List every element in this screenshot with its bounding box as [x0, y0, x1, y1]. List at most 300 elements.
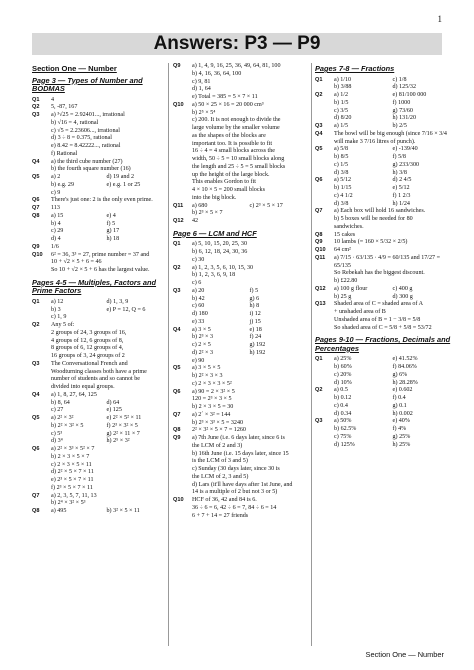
answer-text: h) 131/20	[392, 115, 417, 122]
question-number	[32, 431, 51, 439]
answer-text: a) 90 = 2 × 3² × 5	[192, 388, 235, 395]
answer-row	[32, 485, 162, 493]
answer-text: h) 2⁵ × 3²	[106, 438, 130, 445]
spacer	[32, 275, 162, 277]
question-number	[173, 71, 192, 79]
answer-text: c) 1/8	[392, 76, 407, 83]
question-number: Q7	[315, 208, 323, 215]
answer-text: d) Lars (it'll have days after 1st June, and	[192, 481, 293, 488]
answer-text: h) 25%	[392, 441, 411, 448]
spacer	[315, 332, 451, 334]
answer-row	[173, 474, 307, 482]
answer-pair	[334, 286, 451, 294]
section-heading: Page 6 — LCM and HCF	[173, 228, 257, 238]
answer-row	[173, 288, 307, 296]
answer-row	[173, 489, 307, 497]
answer-row	[173, 187, 307, 195]
answer-pair	[51, 438, 162, 446]
answer-row	[32, 197, 162, 205]
answer-text: a) 1/10	[334, 76, 352, 83]
answer-text: h) 8	[249, 303, 260, 310]
answer-text: + unshaded area of B	[334, 309, 386, 315]
question-number: Q2	[315, 387, 323, 394]
answer-text: b) 60%	[334, 364, 352, 370]
answer-text: d) 64	[106, 399, 120, 406]
answer-text: h) 28.28%	[392, 379, 418, 386]
question-number	[315, 317, 334, 325]
question-number	[315, 325, 334, 333]
question-number	[173, 342, 192, 350]
answer-pair	[334, 177, 451, 185]
answer-pair	[334, 185, 451, 193]
answer-text: c) 2³ × 5 × 17	[249, 202, 283, 209]
answer-text: b) 2² × 3 × 3	[192, 373, 223, 379]
answer-text: a) 5, 10, 15, 20, 25, 30	[192, 241, 248, 248]
answer-row	[173, 303, 307, 311]
answer-text: d) 3 ÷ 8 = 0.375, rational	[51, 135, 112, 142]
answer-row	[173, 164, 307, 172]
answer-pair	[192, 288, 307, 296]
question-number	[173, 381, 192, 389]
answer-row	[173, 249, 307, 257]
answer-text: So 10 + √2 × 5 + 6 has the largest value.	[51, 267, 150, 273]
answer-row	[315, 100, 451, 108]
answer-pair	[192, 412, 307, 420]
question-number: Q11	[173, 202, 184, 209]
answer-pair	[334, 100, 451, 108]
answer-row	[173, 373, 307, 381]
answer-text: c) 30	[192, 256, 205, 263]
answer-text: d) 2 4/5	[392, 177, 412, 184]
answer-pair	[334, 123, 451, 131]
answer-row	[315, 255, 451, 271]
answer-text: a) 20	[192, 287, 205, 294]
question-number	[173, 296, 192, 304]
question-number	[32, 423, 51, 431]
answer-text: a) 7th June (i.e. 6 days later, since 6 is	[192, 435, 285, 441]
question-number	[32, 376, 51, 384]
answer-text: Shaded area of C = shaded area of A	[334, 301, 424, 308]
answer-text: a) 50%	[334, 418, 352, 425]
answer-text: width, 50 ÷ 5 = 10 small blocks along	[192, 156, 285, 162]
answer-text: h) 192	[249, 349, 266, 356]
answer-row	[32, 469, 162, 477]
answer-row	[32, 314, 162, 322]
answer-text: into the big block.	[192, 194, 237, 201]
answer-row	[173, 458, 307, 466]
question-number	[173, 257, 192, 265]
question-number: Q12	[173, 218, 184, 224]
answer-text: d) 125%	[334, 441, 355, 448]
answer-pair	[192, 303, 307, 311]
answer-pair	[334, 418, 451, 426]
question-number	[173, 210, 192, 218]
answer-text: 4 × 10 × 5 = 200 small blocks	[192, 187, 265, 193]
answer-text: Unshaded area of B = 1 − 3/8 = 5/8	[334, 316, 421, 323]
question-number: Q5	[32, 415, 40, 421]
answer-text: b) 16th June (i.e. 15 days later, since 15	[192, 450, 289, 457]
answer-text: c) 4 1/2	[334, 192, 353, 199]
question-number	[173, 311, 192, 319]
answer-text: a) 5/12	[334, 177, 352, 184]
question-number: Q10	[173, 497, 184, 503]
answer-text: e) 18	[249, 326, 262, 333]
question-number: Q7	[32, 205, 40, 211]
answer-text: important too. It is possible to fit	[192, 140, 273, 147]
answer-pair	[334, 364, 451, 372]
question-number: Q5	[173, 365, 181, 372]
answer-row	[32, 213, 162, 221]
answer-row	[315, 131, 451, 139]
question-number	[173, 148, 192, 156]
question-number	[32, 369, 51, 377]
answer-row	[173, 319, 307, 327]
answer-text: This enables Gordon to fit	[192, 179, 256, 186]
answer-row	[173, 350, 307, 358]
answer-text: 14 is a multiple of 2 but not 3 or 5)	[192, 489, 278, 496]
question-number	[315, 270, 334, 278]
page-title: Answers: P3 — P9	[32, 33, 442, 55]
question-number	[315, 115, 334, 123]
answer-text: c) √5 = 2.23606..., irrational	[51, 127, 120, 134]
answer-text: e) e.g. 1 or 25	[106, 181, 141, 188]
answer-text: e) 90	[192, 357, 205, 364]
answer-text: b) 1, 2, 3, 6, 9, 18	[192, 272, 236, 279]
answer-text: e) 2² × 5² × 11	[106, 415, 142, 421]
question-number: Q8	[173, 427, 181, 434]
answer-text: c) 1, 9	[51, 314, 67, 321]
question-number	[173, 420, 192, 428]
answer-text: e) 125	[106, 407, 122, 414]
question-number	[32, 338, 51, 346]
answer-row	[315, 434, 451, 442]
question-number: Q3	[173, 287, 181, 294]
answer-pair	[334, 356, 451, 364]
answer-text: divided into equal groups.	[51, 384, 115, 390]
question-number	[173, 482, 192, 490]
answer-row	[173, 513, 307, 521]
question-number	[315, 434, 334, 442]
answer-row	[32, 267, 162, 275]
question-number	[173, 187, 192, 195]
answer-text: a) 2² × 3³ × 5² × 7	[51, 446, 95, 452]
answer-text	[107, 500, 163, 508]
answer-pair	[51, 500, 162, 508]
answer-text: c) 9	[51, 189, 61, 196]
answer-row	[32, 182, 162, 190]
answer-text: e) 4	[106, 212, 116, 219]
answer-text: a) 100 g flour	[334, 285, 368, 292]
answer-row	[173, 412, 307, 420]
question-number	[173, 272, 192, 280]
question-number	[32, 135, 51, 143]
answer-text: b) 42	[192, 295, 205, 302]
section-heading: Pages 7-8 — Fractions	[315, 64, 395, 73]
answer-text: d) 1, 3, 9	[106, 298, 129, 305]
column-divider	[311, 63, 312, 646]
question-number	[173, 79, 192, 87]
question-number	[315, 108, 334, 116]
answer-text: c) 20%	[334, 371, 352, 378]
question-number: Q6	[32, 197, 40, 204]
answer-row	[173, 280, 307, 288]
question-number	[32, 384, 51, 392]
question-number: Q6	[173, 388, 181, 395]
answer-text	[107, 190, 163, 198]
answer-pair	[334, 193, 451, 201]
answer-text: e) Total = 385 = 5 × 7 × 11	[192, 94, 258, 100]
answer-text: f) 84.06%	[392, 364, 417, 370]
question-number	[32, 221, 51, 229]
answer-pair	[334, 162, 451, 170]
answer-text: c) 3/5	[334, 107, 349, 114]
answer-text: 2² × 3² × 5 × 7 = 1260	[192, 427, 246, 434]
answer-row	[32, 361, 162, 369]
answer-row	[32, 407, 162, 415]
question-number	[32, 345, 51, 353]
answer-text: a) 1, 2, 3, 5, 6, 10, 15, 30	[192, 264, 254, 271]
answer-row	[32, 353, 162, 361]
answer-row	[173, 505, 307, 513]
answer-text: c) 2 × 3 × 5 × 11	[51, 461, 92, 468]
question-number	[315, 170, 334, 178]
page-footer: Section One — Number	[365, 650, 444, 659]
question-number	[32, 120, 51, 128]
answer-text: b) 4	[51, 220, 61, 227]
question-number	[315, 411, 334, 419]
answer-text: f) 5	[106, 220, 116, 227]
answer-text: b) 2² × 3² × 5	[51, 422, 84, 429]
answer-text: 4 groups of 12, 6 groups of 8,	[51, 337, 124, 344]
answer-text	[107, 493, 163, 501]
answer-row	[173, 365, 307, 373]
answer-text: 6² = 36, 3³ = 27, prime number = 37 and	[51, 251, 150, 258]
question-number	[173, 505, 192, 513]
answer-text: h) 0.002	[392, 410, 413, 417]
question-number: Q3	[315, 418, 323, 425]
answer-text: b) 1/15	[334, 185, 352, 191]
question-number: Q7	[173, 411, 181, 418]
answer-text: c) 2 × 3 × 3 × 5²	[192, 380, 232, 387]
answer-text: d) 3/8	[334, 200, 349, 207]
question-number: Q8	[32, 212, 40, 219]
answer-text: Woodturning classes both have a prime	[51, 368, 147, 375]
answer-text: a) ³√25 = 2.92401..., irrational	[51, 112, 125, 118]
answer-text: b) 2⁵ × 5⁴	[192, 109, 216, 116]
answer-pair	[334, 395, 451, 403]
answer-row	[32, 299, 162, 307]
answer-text: e) 2³ × 5 × 7 × 11	[51, 477, 94, 483]
answer-text: the LCM of 2 and 3)	[192, 442, 243, 449]
answer-row	[315, 395, 451, 403]
answer-text: b) 2/5	[392, 123, 407, 129]
answer-text: 15 cakes	[334, 231, 356, 238]
question-number: Q10	[173, 101, 184, 108]
question-number: Q8	[32, 508, 40, 514]
answer-row	[315, 185, 451, 193]
answer-text: e) 40%	[392, 418, 410, 425]
answer-row	[173, 404, 307, 412]
answer-text: Any 5 of:	[51, 322, 75, 328]
question-number	[173, 86, 192, 94]
answer-pair	[51, 174, 162, 182]
answer-text: c) 29	[51, 228, 64, 235]
answer-row	[315, 301, 451, 309]
question-number: Q6	[32, 446, 40, 452]
answer-text: a) 5/8	[334, 146, 349, 153]
answer-text: 2 groups of 24, 3 groups of 16,	[51, 329, 127, 336]
answer-row	[173, 435, 307, 443]
answer-text: sandwiches.	[334, 223, 364, 230]
answer-text: a) 1/2	[334, 92, 349, 98]
question-number	[315, 442, 334, 450]
answer-text: number of students and so cannot be	[51, 376, 141, 383]
question-number: Q7	[32, 492, 40, 499]
answer-text: So shaded area of C = 5/8 + 5/8 = 53/72	[334, 324, 432, 331]
answer-text: d) 3⁴	[51, 438, 63, 445]
answer-row	[32, 120, 162, 128]
question-number	[32, 353, 51, 361]
answer-text: f) 2³ × 3² × 5	[106, 422, 138, 429]
question-number	[315, 201, 334, 209]
answer-text: g) 233/300	[392, 161, 420, 168]
question-number	[315, 395, 334, 403]
question-number: Q10	[32, 251, 43, 258]
answer-text: g) 25%	[392, 433, 411, 440]
question-number	[32, 462, 51, 470]
section-heading: Pages 4-5 — Multiples, Factors and Prime Factors	[32, 277, 157, 296]
answer-text: a) 12	[51, 298, 64, 305]
answer-text: a) 3 × 5 × 5	[192, 365, 221, 372]
answer-text: 8 groups of 6, 12 groups of 4,	[51, 345, 124, 352]
question-number	[315, 294, 334, 302]
answer-text: g) 73/60	[392, 107, 413, 114]
answer-row	[173, 497, 307, 505]
answer-row	[173, 311, 307, 319]
answer-text: b) 2 × 3 × 5 × 7	[51, 453, 90, 460]
answer-pair	[334, 146, 451, 154]
question-number: Q10	[315, 247, 326, 253]
answer-row	[173, 133, 307, 141]
question-number: Q9	[173, 435, 181, 441]
answer-row	[173, 210, 307, 218]
section-heading: Page 3 — Types of Number and BODMAS	[32, 75, 143, 93]
answer-text: e) -139/40	[392, 146, 418, 153]
question-number	[173, 94, 192, 102]
answer-text: g) 0.1	[392, 402, 407, 409]
answer-text	[250, 412, 308, 420]
answer-text: b) 3/88	[334, 84, 352, 91]
question-number	[173, 249, 192, 257]
answer-text: g) 6	[249, 295, 260, 302]
answer-row	[173, 396, 307, 404]
answer-row	[173, 179, 307, 187]
question-number	[173, 373, 192, 381]
answer-row	[315, 372, 451, 380]
answer-text: c) 2 × 5	[192, 342, 211, 348]
answer-text: b) the fourth square number (16)	[51, 166, 131, 173]
answer-text: 113	[51, 205, 60, 211]
answer-pair	[51, 213, 162, 221]
question-number	[32, 500, 51, 508]
question-number	[315, 403, 334, 411]
question-number	[32, 400, 51, 408]
answer-row	[315, 309, 451, 317]
answer-row	[32, 415, 162, 423]
answer-row	[173, 148, 307, 156]
answer-row	[315, 92, 451, 100]
question-number: Q1	[32, 298, 40, 305]
answer-row	[32, 151, 162, 159]
answer-text: b) 2³ × 5 × 7	[192, 210, 223, 217]
answer-pair	[51, 477, 162, 485]
answer-row	[173, 466, 307, 474]
question-number: Q13	[315, 301, 326, 308]
question-number: Q4	[173, 326, 181, 333]
answer-row	[315, 154, 451, 162]
answer-pair	[334, 372, 451, 380]
answer-text: b) 62.5%	[334, 426, 357, 432]
answer-text: f) 1000	[392, 99, 411, 106]
answer-row	[32, 190, 162, 198]
answer-row	[32, 97, 162, 105]
answer-text: d) 180	[192, 311, 208, 317]
answer-text: So Rebekah has the biggest discount.	[334, 270, 425, 277]
answer-row	[315, 286, 451, 294]
question-number: Q1	[315, 356, 323, 363]
question-number: Q5	[315, 146, 323, 153]
answer-row	[32, 330, 162, 338]
question-number	[315, 154, 334, 162]
answer-text	[107, 314, 163, 322]
answer-row	[173, 63, 307, 71]
answer-text: h) 18	[106, 236, 120, 242]
spacer	[173, 226, 307, 228]
question-number	[173, 172, 192, 180]
question-number	[315, 364, 334, 372]
question-number: Q6	[315, 177, 323, 184]
answer-text: c) 6	[192, 280, 202, 286]
answer-row	[315, 270, 451, 278]
answer-row	[173, 381, 307, 389]
question-number	[173, 334, 192, 342]
answer-text: h) 1/24	[392, 200, 410, 207]
answer-text: a) 2² × 3²	[51, 415, 74, 421]
answer-text	[107, 462, 163, 470]
answer-text	[107, 446, 163, 454]
answer-text: c) 1/5	[334, 161, 349, 168]
answer-pair	[334, 84, 451, 92]
answer-row	[315, 239, 451, 247]
question-number	[32, 228, 51, 236]
answer-row	[32, 228, 162, 236]
question-number	[173, 358, 192, 366]
question-number: Q2	[315, 92, 323, 98]
answer-row	[32, 376, 162, 384]
answer-text: b) 2⁴ × 3² × 5³	[51, 500, 86, 507]
answer-text: c) 200. It is not enough to divide the	[192, 117, 281, 124]
answer-pair	[51, 236, 162, 244]
answer-text: b) e.g. 29	[51, 181, 75, 188]
answer-row	[32, 112, 162, 120]
answer-text: 10 + √2 × 5 + 6 = 46	[51, 259, 102, 266]
answer-text: b) 5 boxes will be needed for 80	[334, 216, 413, 222]
answer-pair	[51, 314, 162, 322]
answer-pair	[51, 485, 162, 493]
answer-row	[173, 195, 307, 203]
answer-text: f) 2³ × 5 × 7 × 11	[51, 484, 93, 491]
answer-text: a) 3 × 5	[192, 326, 211, 333]
